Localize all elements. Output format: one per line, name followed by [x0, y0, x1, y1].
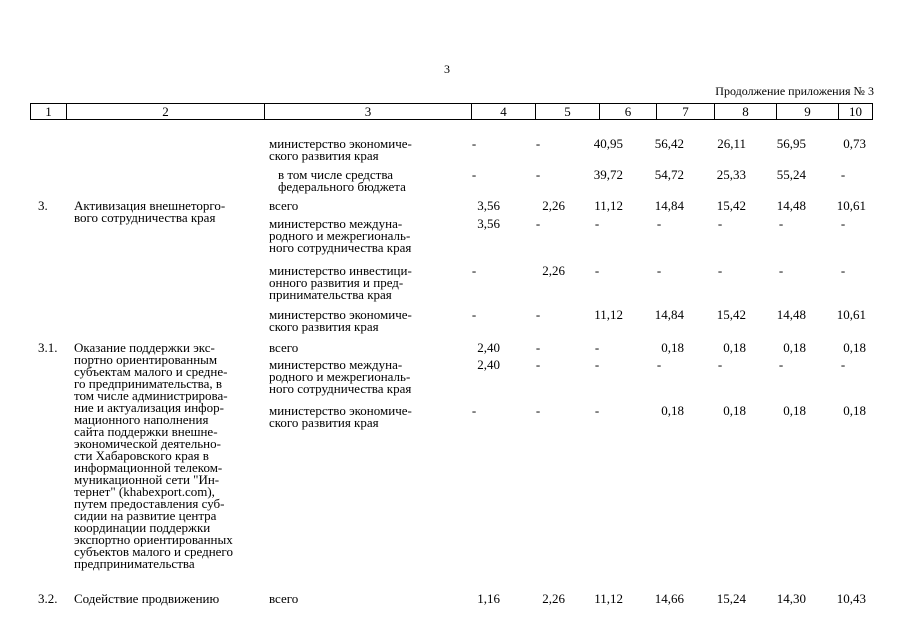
value-cell: 0,18 — [723, 340, 746, 355]
value-cell: 0,73 — [843, 136, 866, 151]
value-cell: 0,18 — [843, 403, 866, 418]
value-cell: - — [717, 216, 723, 231]
value-cell: 14,48 — [776, 307, 806, 322]
value-cell: 39,72 — [593, 167, 623, 182]
funding-source: министерство экономиче- ского развития края — [269, 136, 412, 163]
value-cell: 1,16 — [477, 591, 500, 606]
value-cell: - — [471, 167, 477, 182]
header-col-1: 1 — [31, 104, 67, 120]
row-number: 3.1. — [38, 340, 58, 355]
value-cell: 3,56 — [477, 216, 500, 231]
value-cell: 2,26 — [542, 591, 565, 606]
value-cell: 15,42 — [716, 307, 746, 322]
value-cell: - — [535, 340, 541, 355]
value-cell: 0,18 — [661, 340, 684, 355]
value-cell: - — [535, 216, 541, 231]
funding-source: министерство экономиче- ского развития края — [269, 307, 412, 334]
value-cell: - — [535, 403, 541, 418]
value-cell: - — [594, 357, 600, 372]
value-cell: 15,24 — [716, 591, 746, 606]
value-cell: - — [471, 136, 477, 151]
value-cell: 10,61 — [836, 198, 866, 213]
funding-source: всего — [269, 198, 299, 213]
funding-source: министерство междуна- родного и межрегиональ- ного сотрудничества края — [269, 216, 412, 255]
value-cell: - — [535, 307, 541, 322]
value-cell: - — [535, 167, 541, 182]
value-cell: 11,12 — [594, 591, 623, 606]
value-cell: 0,18 — [843, 340, 866, 355]
value-cell: 14,30 — [776, 591, 806, 606]
funding-source: всего — [269, 591, 299, 606]
value-cell: - — [471, 263, 477, 278]
value-cell: 0,18 — [661, 403, 684, 418]
value-cell: 2,40 — [477, 340, 500, 355]
funding-source: министерство междуна- родного и межрегиональ- ного сотрудничества края — [269, 357, 412, 396]
value-cell: 56,95 — [776, 136, 806, 151]
measure-title: Содействие продвижению — [74, 591, 220, 606]
value-cell: - — [840, 357, 846, 372]
value-cell: 11,12 — [594, 198, 623, 213]
value-cell: 14,84 — [654, 307, 684, 322]
value-cell: 11,12 — [594, 307, 623, 322]
funding-source: всего — [269, 340, 299, 355]
value-cell: 26,11 — [717, 136, 746, 151]
value-cell: 0,18 — [783, 340, 806, 355]
header-col-4: 4 — [472, 104, 536, 120]
value-cell: 0,18 — [783, 403, 806, 418]
value-cell: - — [594, 403, 600, 418]
value-cell: 55,24 — [776, 167, 806, 182]
value-cell: 10,61 — [836, 307, 866, 322]
value-cell: 56,42 — [654, 136, 684, 151]
value-cell: - — [717, 263, 723, 278]
row-number: 3.2. — [38, 591, 58, 606]
header-col-8: 8 — [715, 104, 777, 120]
header-col-9: 9 — [777, 104, 839, 120]
header-col-3: 3 — [265, 104, 472, 120]
value-cell: 0,18 — [723, 403, 746, 418]
header-col-6: 6 — [600, 104, 657, 120]
header-col-7: 7 — [657, 104, 715, 120]
value-cell: - — [656, 216, 662, 231]
value-cell: - — [471, 403, 477, 418]
value-cell: 3,56 — [477, 198, 500, 213]
header-col-5: 5 — [536, 104, 600, 120]
value-cell: 14,66 — [654, 591, 684, 606]
value-cell: - — [594, 263, 600, 278]
value-cell: 2,26 — [542, 198, 565, 213]
value-cell: 2,26 — [542, 263, 565, 278]
value-cell: - — [471, 307, 477, 322]
header-col-2: 2 — [67, 104, 265, 120]
value-cell: 15,42 — [716, 198, 746, 213]
measure-title: Оказание поддержки экс- портно ориентированным субъектам малого и средне- го предпринимательства, в том числе администрирова- ние и актуализация инфор- мационного наполнения сайта поддержки внешне- экономической деятельно- сти Хабаровского края в информационной телеком- муникационной сети "Ин- тернет" (khabexport.com), путем предоставления суб- сидии на развитие центра координации поддержки экспортно ориентированных субъектов малого и среднего предпринимательства — [74, 340, 233, 571]
value-cell: - — [656, 357, 662, 372]
value-cell: - — [594, 216, 600, 231]
value-cell: - — [656, 263, 662, 278]
measure-title: Активизация внешнеторго- вого сотрудничества края — [74, 198, 226, 225]
header-col-10: 10 — [839, 104, 873, 120]
value-cell: - — [778, 216, 784, 231]
value-cell: - — [840, 216, 846, 231]
value-cell: - — [535, 357, 541, 372]
value-cell: 40,95 — [593, 136, 623, 151]
value-cell: - — [535, 136, 541, 151]
value-cell: 14,48 — [776, 198, 806, 213]
column-number-header — [30, 103, 873, 120]
value-cell: - — [840, 167, 846, 182]
value-cell: - — [778, 263, 784, 278]
page-number: 3 — [444, 62, 450, 76]
funding-source: министерство экономиче- ского развития края — [269, 403, 412, 430]
continuation-label: Продолжение приложения № 3 — [715, 84, 874, 98]
value-cell: - — [840, 263, 846, 278]
value-cell: 2,40 — [477, 357, 500, 372]
value-cell: 25,33 — [716, 167, 746, 182]
value-cell: - — [778, 357, 784, 372]
value-cell: - — [594, 340, 600, 355]
value-cell: - — [717, 357, 723, 372]
value-cell: 10,43 — [836, 591, 866, 606]
funding-source: министерство инвестици- онного развития и пред- принимательства края — [269, 263, 412, 302]
value-cell: 54,72 — [654, 167, 684, 182]
funding-source: в том числе средства федерального бюджета — [278, 167, 406, 194]
value-cell: 14,84 — [654, 198, 684, 213]
row-number: 3. — [38, 198, 48, 213]
